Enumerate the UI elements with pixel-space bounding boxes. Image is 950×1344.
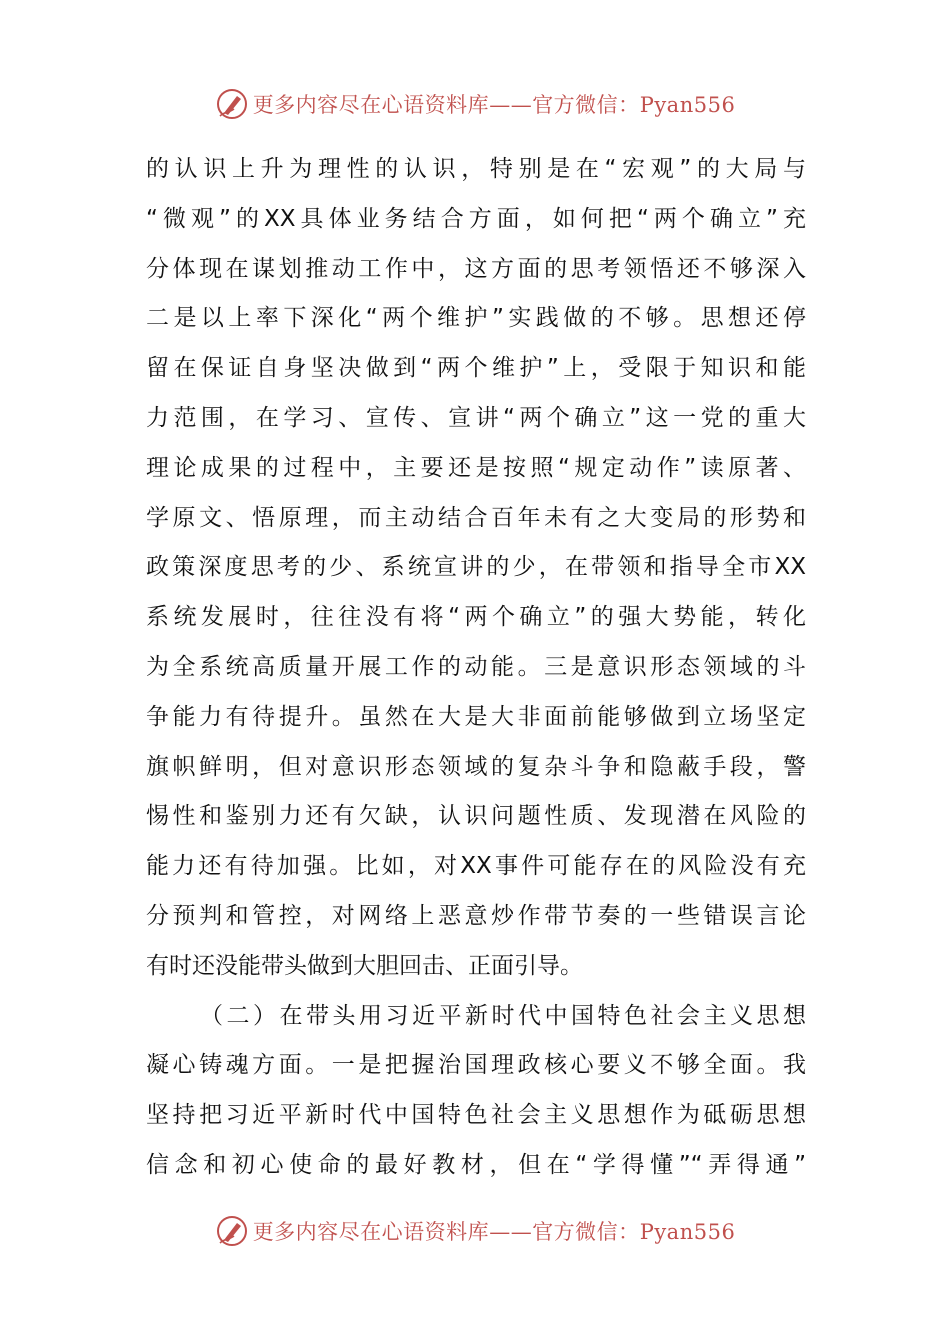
text-line: 系统发展时，往往没有将“两个确立”的强大势能，转化 xyxy=(146,604,806,631)
text-line: 能力还有待加强。比如，对XX事件可能存在的风险没有充 xyxy=(146,853,806,880)
watermark-wechat-id: Pyan556 xyxy=(639,1220,736,1244)
text-line: 学原文、悟原理，而主动结合百年未有之大变局的形势和 xyxy=(146,504,806,531)
text-line: 理论成果的过程中，主要还是按照“规定动作”读原著、 xyxy=(146,454,806,481)
text-line: 分体现在谋划推动工作中，这方面的思考领悟还不够深入 xyxy=(146,255,806,282)
watermark-wechat-label: 官方微信： xyxy=(532,93,640,117)
text-line: 二是以上率下深化“两个维护”实践做的不够。思想还停 xyxy=(146,305,806,332)
text-line: 留在保证自身坚决做到“两个维护”上，受限于知识和能 xyxy=(146,355,806,382)
watermark-main: 更多内容尽在心语资料库 xyxy=(252,93,490,117)
watermark-dash: —— xyxy=(489,1220,533,1244)
text-line: 信念和初心使命的最好教材，但在“学得懂”“弄得通” xyxy=(146,1151,806,1178)
text-line: （二）在带头用习近平新时代中国特色社会主义思想 xyxy=(200,1002,806,1029)
pen-nib-icon xyxy=(215,87,249,121)
text-line: 有时还没能带头做到大胆回击、正面引导。 xyxy=(146,952,583,979)
header-watermark xyxy=(0,84,950,124)
text-line: 争能力有待提升。虽然在大是大非面前能够做到立场坚定 xyxy=(146,703,806,730)
text-line: 政策深度思考的少、系统宣讲的少，在带领和指导全市XX xyxy=(146,554,806,581)
watermark-text xyxy=(253,1216,736,1246)
watermark-wechat-label: 官方微信： xyxy=(532,1220,640,1244)
watermark-main: 更多内容尽在心语资料库 xyxy=(252,1220,490,1244)
text-line: 坚持把习近平新时代中国特色社会主义思想作为砥砺思想 xyxy=(146,1102,806,1129)
watermark-dash: —— xyxy=(489,93,533,117)
paragraph-2 xyxy=(146,992,806,1191)
document-body xyxy=(146,145,806,1191)
text-line: “微观”的XX具体业务结合方面，如何把“两个确立”充 xyxy=(146,205,806,232)
watermark-wechat-id: Pyan556 xyxy=(639,93,736,117)
text-line: 惕性和鉴别力还有欠缺，认识问题性质、发现潜在风险的 xyxy=(146,803,806,830)
text-line: 力范围，在学习、宣传、宣讲“两个确立”这一党的重大 xyxy=(146,404,806,431)
text-line: 的认识上升为理性的认识，特别是在“宏观”的大局与 xyxy=(146,156,806,182)
text-line: 分预判和管控，对网络上恶意炒作带节奏的一些错误言论 xyxy=(146,902,806,929)
text-line: 旗帜鲜明，但对意识形态领域的复杂斗争和隐蔽手段，警 xyxy=(146,753,806,780)
pen-nib-icon xyxy=(215,1214,249,1248)
paragraph-1 xyxy=(146,145,806,992)
text-line: 为全系统高质量开展工作的动能。三是意识形态领域的斗 xyxy=(146,653,806,680)
text-line: 凝心铸魂方面。一是把握治国理政核心要义不够全面。我 xyxy=(146,1052,806,1079)
footer-watermark xyxy=(0,1211,950,1251)
watermark-text xyxy=(253,89,736,119)
